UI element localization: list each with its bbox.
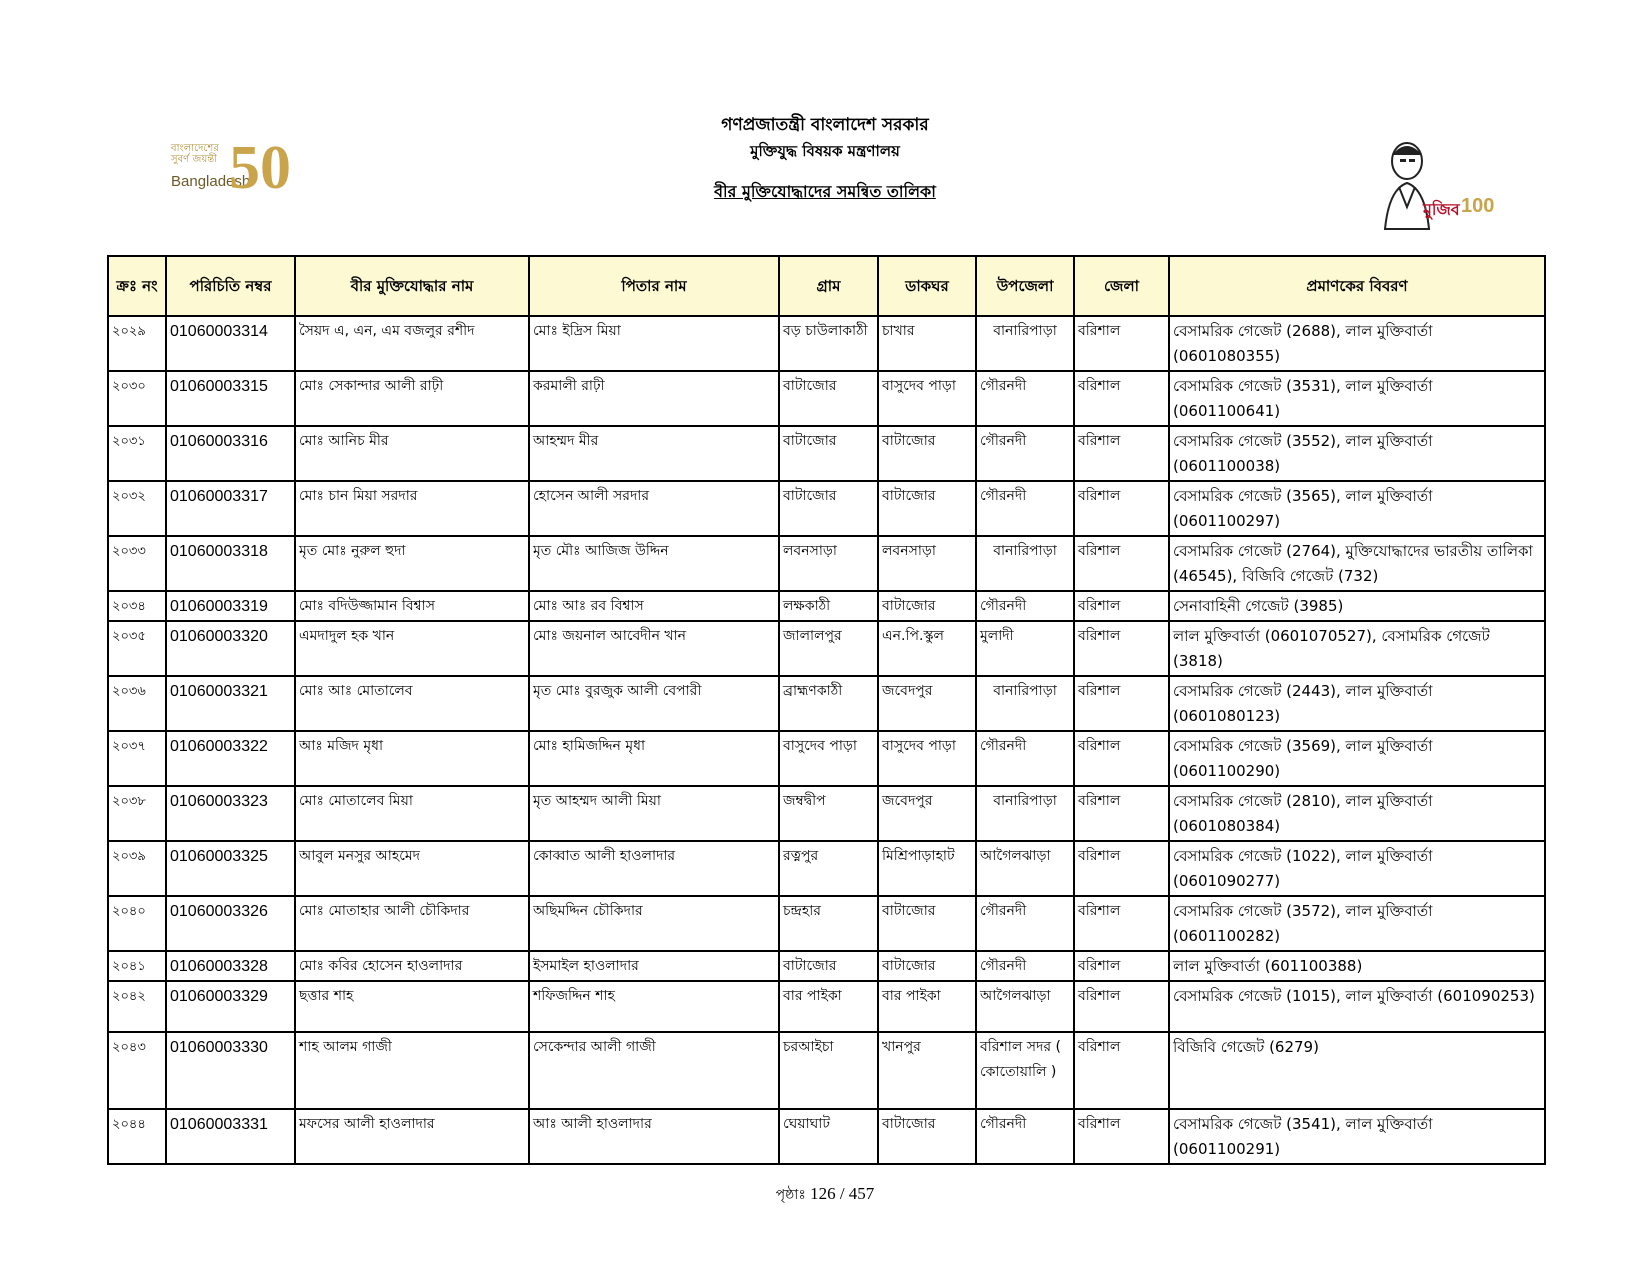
cell-village: জালালপুর [779,621,878,676]
cell-village: চরআইচা [779,1032,878,1109]
cell-father: আঃ আলী হাওলাদার [529,1109,779,1164]
cell-name: ছত্তার শাহ [295,981,529,1032]
cell-evidence: বেসামরিক গেজেট (3552), লাল মুক্তিবার্তা (0601100038) [1169,426,1545,481]
cell-district: বরিশাল [1074,316,1169,371]
cell-id: 01060003329 [166,981,295,1032]
cell-evidence: বেসামরিক গেজেট (3572), লাল মুক্তিবার্তা (0601100282) [1169,896,1545,951]
cell-serial: ২০৩৪ [108,591,166,621]
cell-post-office: জবেদপুর [878,676,976,731]
cell-name: মোঃ আঃ মোতালেব [295,676,529,731]
cell-id: 01060003317 [166,481,295,536]
cell-upazila: গৌরনদী [976,591,1074,621]
cell-village: লবনসাড়া [779,536,878,591]
column-header-father: পিতার নাম [529,256,779,316]
cell-post-office: বার পাইকা [878,981,976,1032]
cell-post-office: বাটাজোর [878,426,976,481]
cell-post-office: মিশ্রিপাড়াহাট [878,841,976,896]
table-row [108,896,1545,951]
cell-village: বাটাজোর [779,481,878,536]
cell-village: ব্রাহ্মণকাঠী [779,676,878,731]
cell-post-office: বাটাজোর [878,1109,976,1164]
cell-father: আহম্মদ মীর [529,426,779,481]
cell-post-office: খানপুর [878,1032,976,1109]
cell-upazila: গৌরনদী [976,896,1074,951]
cell-father: মৃত মোঃ বুরজুক আলী বেপারী [529,676,779,731]
cell-serial: ২০৪১ [108,951,166,981]
cell-upazila: বানারিপাড়া [976,786,1074,841]
cell-village: বাটাজোর [779,371,878,426]
cell-name: মৃত মোঃ নুরুল হুদা [295,536,529,591]
cell-name: মোঃ সেকান্দার আলী রাঢ়ী [295,371,529,426]
cell-father: করমালী রাঢ়ী [529,371,779,426]
cell-father: অছিমদ্দিন চৌকিদার [529,896,779,951]
cell-village: চন্দ্রহার [779,896,878,951]
table-row [108,316,1545,371]
table-row [108,951,1545,981]
jubilee-logo-text: বাংলাদেশের সুবর্ণ জয়ন্তী [171,143,219,165]
cell-name: মোঃ আনিচ মীর [295,426,529,481]
cell-id: 01060003321 [166,676,295,731]
cell-district: বরিশাল [1074,371,1169,426]
table-row [108,731,1545,786]
cell-upazila: গৌরনদী [976,951,1074,981]
mujib-logo-text: মুজিব [1423,200,1460,219]
cell-serial: ২০৪৩ [108,1032,166,1109]
table-row [108,536,1545,591]
cell-father: ইসমাইল হাওলাদার [529,951,779,981]
cell-id: 01060003331 [166,1109,295,1164]
column-header-id: পরিচিতি নম্বর [166,256,295,316]
cell-father: হোসেন আলী সরদার [529,481,779,536]
mujib-100-logo [1375,133,1495,233]
cell-evidence: বিজিবি গেজেট (6279) [1169,1032,1545,1109]
freedom-fighters-table [107,255,1546,1165]
cell-serial: ২০৩৩ [108,536,166,591]
cell-id: 01060003328 [166,951,295,981]
cell-upazila: গৌরনদী [976,1109,1074,1164]
cell-evidence: বেসামরিক গেজেট (3565), লাল মুক্তিবার্তা (0601100297) [1169,481,1545,536]
ministry-title: মুক্তিযুদ্ধ বিষয়ক মন্ত্রণালয় [750,142,900,160]
cell-serial: ২০৩৫ [108,621,166,676]
page-number: 126 / 457 [810,1184,875,1203]
cell-district: বরিশাল [1074,951,1169,981]
cell-id: 01060003323 [166,786,295,841]
cell-father: সেকেন্দার আলী গাজী [529,1032,779,1109]
cell-id: 01060003319 [166,591,295,621]
cell-upazila: বরিশাল সদর ( কোতোয়ালি ) [976,1032,1074,1109]
cell-id: 01060003325 [166,841,295,896]
cell-evidence: বেসামরিক গেজেট (1022), লাল মুক্তিবার্তা (0601090277) [1169,841,1545,896]
cell-id: 01060003316 [166,426,295,481]
cell-serial: ২০৩০ [108,371,166,426]
cell-id: 01060003320 [166,621,295,676]
cell-father: শফিজদ্দিন শাহ [529,981,779,1032]
table-row [108,426,1545,481]
cell-serial: ২০৪৪ [108,1109,166,1164]
cell-post-office: বাসুদেব পাড়া [878,371,976,426]
cell-father: মোঃ আঃ রব বিশ্বাস [529,591,779,621]
cell-evidence: বেসামরিক গেজেট (2764), মুক্তিযোদ্ধাদের ভারতীয় তালিকা (46545), বিজিবি গেজেট (732) [1169,536,1545,591]
cell-serial: ২০৩৭ [108,731,166,786]
cell-id: 01060003318 [166,536,295,591]
cell-serial: ২০৪০ [108,896,166,951]
cell-district: বরিশাল [1074,1032,1169,1109]
cell-name: মোঃ মোতালেব মিয়া [295,786,529,841]
cell-district: বরিশাল [1074,841,1169,896]
cell-name: মোঃ মোতাহার আলী চৌকিদার [295,896,529,951]
cell-district: বরিশাল [1074,731,1169,786]
cell-evidence: বেসামরিক গেজেট (2443), লাল মুক্তিবার্তা (0601080123) [1169,676,1545,731]
cell-district: বরিশাল [1074,981,1169,1032]
cell-id: 01060003322 [166,731,295,786]
cell-evidence: বেসামরিক গেজেট (3541), লাল মুক্তিবার্তা (0601100291) [1169,1109,1545,1164]
cell-village: রত্নপুর [779,841,878,896]
cell-name: মোঃ বদিউজ্জামান বিশ্বাস [295,591,529,621]
cell-village: লক্ষকাঠী [779,591,878,621]
column-header-district: জেলা [1074,256,1169,316]
cell-name: এমদাদুল হক খান [295,621,529,676]
cell-evidence: লাল মুক্তিবার্তা (0601070527), বেসামরিক গেজেট (3818) [1169,621,1545,676]
government-title: গণপ্রজাতন্ত্রী বাংলাদেশ সরকার [721,115,929,135]
cell-id: 01060003314 [166,316,295,371]
page-label: পৃষ্ঠাঃ [775,1187,806,1203]
cell-village: বাটাজোর [779,951,878,981]
cell-id: 01060003326 [166,896,295,951]
column-header-post-office: ডাকঘর [878,256,976,316]
cell-post-office: এন.পি.স্কুল [878,621,976,676]
cell-upazila: বানারিপাড়া [976,316,1074,371]
cell-serial: ২০৩১ [108,426,166,481]
list-title: বীর মুক্তিযোদ্ধাদের সমন্বিত তালিকা [714,182,936,201]
cell-upazila: গৌরনদী [976,426,1074,481]
cell-village: বার পাইকা [779,981,878,1032]
cell-district: বরিশাল [1074,621,1169,676]
column-header-evidence: প্রমাণকের বিবরণ [1169,256,1545,316]
cell-upazila: আগৈলঝাড়া [976,841,1074,896]
cell-district: বরিশাল [1074,426,1169,481]
cell-serial: ২০৩৬ [108,676,166,731]
table-row [108,481,1545,536]
cell-father: মোঃ জয়নাল আবেদীন খান [529,621,779,676]
table-row [108,786,1545,841]
mujib-logo-number: 100 [1461,195,1495,217]
cell-father: মৃত আহম্মদ আলী মিয়া [529,786,779,841]
cell-serial: ২০৩৮ [108,786,166,841]
cell-upazila: আগৈলঝাড়া [976,981,1074,1032]
cell-post-office: বাটাজোর [878,591,976,621]
table-row [108,371,1545,426]
cell-serial: ২০২৯ [108,316,166,371]
cell-father: মোঃ ইদ্রিস মিয়া [529,316,779,371]
jubilee-logo-number: 50 [229,134,291,202]
column-header-name: বীর মুক্তিযোদ্ধার নাম [295,256,529,316]
cell-district: বরিশাল [1074,896,1169,951]
cell-father: মোঃ হামিজদ্দিন মৃধা [529,731,779,786]
cell-evidence: বেসামরিক গেজেট (2688), লাল মুক্তিবার্তা (0601080355) [1169,316,1545,371]
cell-evidence: বেসামরিক গেজেট (2810), লাল মুক্তিবার্তা (0601080384) [1169,786,1545,841]
table-row [108,1032,1545,1109]
cell-district: বরিশাল [1074,481,1169,536]
cell-post-office: জবেদপুর [878,786,976,841]
cell-name: শাহ আলম গাজী [295,1032,529,1109]
cell-village: বড় চাউলাকাঠী [779,316,878,371]
cell-post-office: বাটাজোর [878,481,976,536]
cell-post-office: বাটাজোর [878,896,976,951]
cell-name: মোঃ চান মিয়া সরদার [295,481,529,536]
table-body [108,316,1545,1164]
cell-post-office: বাটাজোর [878,951,976,981]
cell-evidence: বেসামরিক গেজেট (3569), লাল মুক্তিবার্তা (0601100290) [1169,731,1545,786]
cell-evidence: বেসামরিক গেজেট (1015), লাল মুক্তিবার্তা (601090253) [1169,981,1545,1032]
cell-district: বরিশাল [1074,1109,1169,1164]
cell-name: আঃ মজিদ মৃধা [295,731,529,786]
cell-evidence: সেনাবাহিনী গেজেট (3985) [1169,591,1545,621]
column-header-serial: ক্রঃ নং [108,256,166,316]
jubilee-logo-country: Bangladesh [171,173,251,190]
table-header-row [108,256,1545,316]
cell-district: বরিশাল [1074,536,1169,591]
table-row [108,1109,1545,1164]
cell-upazila: বানারিপাড়া [976,536,1074,591]
cell-serial: ২০৩৯ [108,841,166,896]
column-header-village: গ্রাম [779,256,878,316]
cell-upazila: মুলাদী [976,621,1074,676]
table-row [108,621,1545,676]
cell-district: বরিশাল [1074,786,1169,841]
column-header-upazila: উপজেলা [976,256,1074,316]
table-row [108,841,1545,896]
cell-name: সৈয়দ এ, এন, এম বজলুর রশীদ [295,316,529,371]
cell-village: জম্বদ্বীপ [779,786,878,841]
page-footer [0,1183,1650,1207]
cell-serial: ২০৩২ [108,481,166,536]
cell-id: 01060003315 [166,371,295,426]
cell-village: বাসুদেব পাড়া [779,731,878,786]
cell-post-office: লবনসাড়া [878,536,976,591]
cell-name: মোঃ কবির হোসেন হাওলাদার [295,951,529,981]
cell-post-office: চাখার [878,316,976,371]
cell-id: 01060003330 [166,1032,295,1109]
cell-serial: ২০৪২ [108,981,166,1032]
cell-evidence: বেসামরিক গেজেট (3531), লাল মুক্তিবার্তা (0601100641) [1169,371,1545,426]
cell-upazila: গৌরনদী [976,481,1074,536]
table-row [108,676,1545,731]
cell-post-office: বাসুদেব পাড়া [878,731,976,786]
cell-upazila: বানারিপাড়া [976,676,1074,731]
table-row [108,591,1545,621]
cell-upazila: গৌরনদী [976,371,1074,426]
cell-father: কোব্বাত আলী হাওলাদার [529,841,779,896]
table-row [108,981,1545,1032]
cell-name: আবুল মনসুর আহমেদ [295,841,529,896]
cell-name: মফসের আলী হাওলাদার [295,1109,529,1164]
cell-district: বরিশাল [1074,591,1169,621]
cell-upazila: গৌরনদী [976,731,1074,786]
cell-village: ঘেয়াঘাট [779,1109,878,1164]
cell-evidence: লাল মুক্তিবার্তা (601100388) [1169,951,1545,981]
cell-father: মৃত মৌঃ আজিজ উদ্দিন [529,536,779,591]
cell-village: বাটাজোর [779,426,878,481]
cell-district: বরিশাল [1074,676,1169,731]
